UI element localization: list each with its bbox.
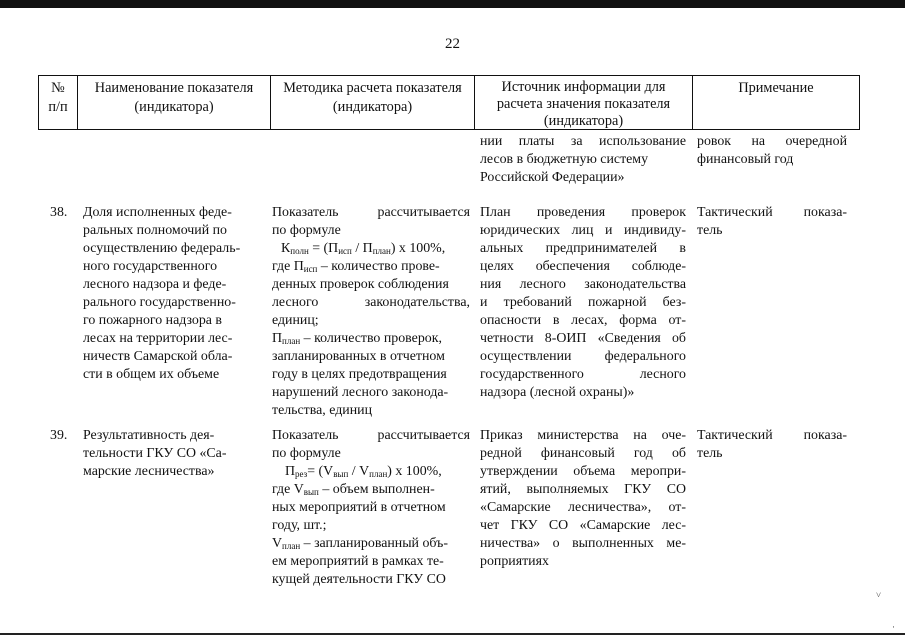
formula-lhs: К bbox=[281, 241, 291, 256]
formula-tail: ) х 100%, bbox=[390, 241, 446, 256]
note bbox=[697, 427, 847, 463]
text-line: ния лесного законодательства bbox=[480, 277, 686, 292]
text-line: Тактический показа- bbox=[697, 428, 847, 443]
text-line: нарушений лесного законода- bbox=[272, 385, 449, 400]
header-top-rule bbox=[38, 75, 860, 76]
text-line: опасности в лесах, форма от- bbox=[480, 313, 686, 328]
continuation-note bbox=[697, 133, 847, 169]
def-pre: где П bbox=[272, 259, 304, 274]
scan-speck: ˅ bbox=[876, 590, 882, 600]
text-line: году в целях предотвращения bbox=[272, 367, 447, 382]
def-subscript: план bbox=[282, 336, 301, 346]
formula-div: / П bbox=[351, 241, 373, 256]
text-line: ятий, выполняемых ГКУ СО bbox=[480, 482, 686, 497]
information-source bbox=[480, 427, 686, 571]
text-line: чет ГКУ СО «Самарские лес- bbox=[480, 518, 686, 533]
text-line: финансовый год bbox=[697, 152, 794, 167]
row-number: 39. bbox=[50, 428, 68, 443]
indicator-name bbox=[83, 427, 263, 481]
scan-top-border bbox=[0, 0, 905, 8]
def-subscript: вып bbox=[303, 487, 319, 497]
header-name-line: (индикатора) bbox=[134, 99, 214, 115]
scan-bottom-border bbox=[0, 633, 905, 635]
header-num-line: п/п bbox=[48, 99, 68, 115]
header-name bbox=[78, 79, 270, 117]
text-line: ничества» о выполненных ме- bbox=[480, 536, 686, 551]
text-line: План проведения проверок bbox=[480, 205, 686, 220]
text-line: роприятиях bbox=[480, 554, 549, 569]
text-line: ровок на очередной bbox=[697, 134, 847, 149]
text-line: ных мероприятий в отчетном bbox=[272, 500, 446, 515]
formula bbox=[272, 240, 470, 258]
page-number: 22 bbox=[445, 36, 460, 52]
formula-div: / V bbox=[348, 464, 370, 479]
header-note bbox=[693, 79, 859, 98]
text-line: рального государственно- bbox=[83, 295, 236, 310]
header-method bbox=[271, 79, 474, 117]
def-post: – запланированный объ- bbox=[300, 536, 448, 551]
continuation-source bbox=[480, 133, 686, 187]
text-line: тель bbox=[697, 446, 723, 461]
formula-subscript: рез bbox=[295, 469, 308, 479]
formula-lhs: П bbox=[285, 464, 296, 479]
def-pre: V bbox=[272, 536, 283, 551]
formula-tail: ) х 100%, bbox=[387, 464, 442, 479]
text-line: осуществлению федераль- bbox=[83, 241, 241, 256]
definition-line bbox=[272, 535, 470, 553]
text-line: по формуле bbox=[272, 446, 341, 461]
def-post: – количество прове- bbox=[317, 259, 440, 274]
text-line: и требований пожарной без- bbox=[480, 295, 686, 310]
scan-speck: · bbox=[892, 622, 895, 632]
text-line: Приказ министерства на оче- bbox=[480, 428, 686, 443]
header-num bbox=[40, 79, 76, 117]
text-line: тель bbox=[697, 223, 723, 238]
def-post: – объем выполнен- bbox=[318, 482, 435, 497]
text-line: юридических лиц и индивиду- bbox=[480, 223, 686, 238]
text-line: денных проверок соблюдения bbox=[272, 277, 449, 292]
text-line: четности 8-ОИП «Сведения об bbox=[480, 331, 686, 346]
text-line: лесного законодательства, bbox=[272, 295, 470, 310]
def-pre: где V bbox=[272, 482, 304, 497]
text-line: тельности ГКУ СО «Са- bbox=[83, 446, 227, 461]
note bbox=[697, 204, 847, 240]
header-name-line: Наименование показателя bbox=[94, 80, 254, 96]
row-number: 38. bbox=[50, 205, 68, 220]
text-line: Результативность дея- bbox=[83, 428, 215, 443]
formula-subscript: полн bbox=[290, 246, 309, 256]
text-line: Российской Федерации» bbox=[480, 170, 625, 185]
header-num-line: № bbox=[51, 80, 65, 96]
formula bbox=[272, 463, 470, 481]
definition-line bbox=[272, 481, 470, 499]
text-line: запланированных в отчетном bbox=[272, 349, 445, 364]
text-line: году, шт.; bbox=[272, 518, 327, 533]
def-pre: П bbox=[272, 331, 283, 346]
formula-eq: = (V bbox=[307, 464, 334, 479]
header-bottom-rule bbox=[38, 129, 860, 130]
text-line: Тактический показа- bbox=[697, 205, 847, 220]
formula-eq: = (П bbox=[308, 241, 339, 256]
information-source bbox=[480, 204, 686, 402]
indicator-name bbox=[83, 204, 263, 384]
def-post: – количество проверок, bbox=[300, 331, 442, 346]
text-line: Показатель рассчитывается bbox=[272, 205, 470, 220]
header-source-line: расчета значения показателя bbox=[496, 96, 671, 112]
formula-subscript: план bbox=[369, 469, 388, 479]
header-source-line: Источник информации для bbox=[501, 79, 666, 95]
header-divider bbox=[38, 75, 39, 130]
text-line: утверждении объема меропри- bbox=[480, 464, 686, 479]
header-source-line: (индикатора) bbox=[543, 113, 624, 129]
def-subscript: план bbox=[282, 541, 301, 551]
text-line: лесах на территории лес- bbox=[83, 331, 233, 346]
text-line: марские лесничества» bbox=[83, 464, 215, 479]
text-line: лесного надзора и феде- bbox=[83, 277, 227, 292]
text-line: ем мероприятий в рамках те- bbox=[272, 554, 444, 569]
text-line: ничеств Самарской обла- bbox=[83, 349, 233, 364]
header-source bbox=[475, 79, 692, 130]
text-line: государственного лесного bbox=[480, 367, 686, 382]
calculation-method bbox=[272, 204, 470, 420]
text-line: осуществлении федерального bbox=[480, 349, 686, 364]
text-line: целях обеспечения соблюде- bbox=[480, 259, 686, 274]
calculation-method bbox=[272, 427, 470, 589]
text-line: единиц; bbox=[272, 313, 319, 328]
header-note-line: Примечание bbox=[738, 80, 814, 96]
formula-subscript: план bbox=[372, 246, 391, 256]
definition-line bbox=[272, 330, 470, 348]
text-line: нии платы за использование bbox=[480, 134, 686, 149]
header-method-line: Методика расчета показателя bbox=[283, 80, 462, 96]
text-line: «Самарские лесничества», от- bbox=[480, 500, 686, 515]
text-line: ральных полномочий по bbox=[83, 223, 228, 238]
text-line: лесов в бюджетную систему bbox=[480, 152, 649, 167]
def-subscript: исп bbox=[303, 264, 318, 274]
text-line: надзора (лесной охраны)» bbox=[480, 385, 635, 400]
formula-subscript: вып bbox=[333, 469, 349, 479]
formula-subscript: исп bbox=[338, 246, 352, 256]
text-line: редной финансовый год об bbox=[480, 446, 686, 461]
text-line: по формуле bbox=[272, 223, 341, 238]
text-line: кущей деятельности ГКУ СО bbox=[272, 572, 446, 587]
text-line: Показатель рассчитывается bbox=[272, 428, 470, 443]
text-line: тельства, единиц bbox=[272, 403, 373, 418]
header-divider bbox=[859, 75, 860, 130]
text-line: го пожарного надзора в bbox=[83, 313, 222, 328]
text-line: альных предпринимателей в bbox=[480, 241, 686, 256]
definition-line bbox=[272, 258, 470, 276]
text-line: ного государственного bbox=[83, 259, 218, 274]
text-line: сти в общем их объеме bbox=[83, 367, 220, 382]
text-line: Доля исполненных феде- bbox=[83, 205, 232, 220]
header-method-line: (индикатора) bbox=[332, 99, 413, 115]
